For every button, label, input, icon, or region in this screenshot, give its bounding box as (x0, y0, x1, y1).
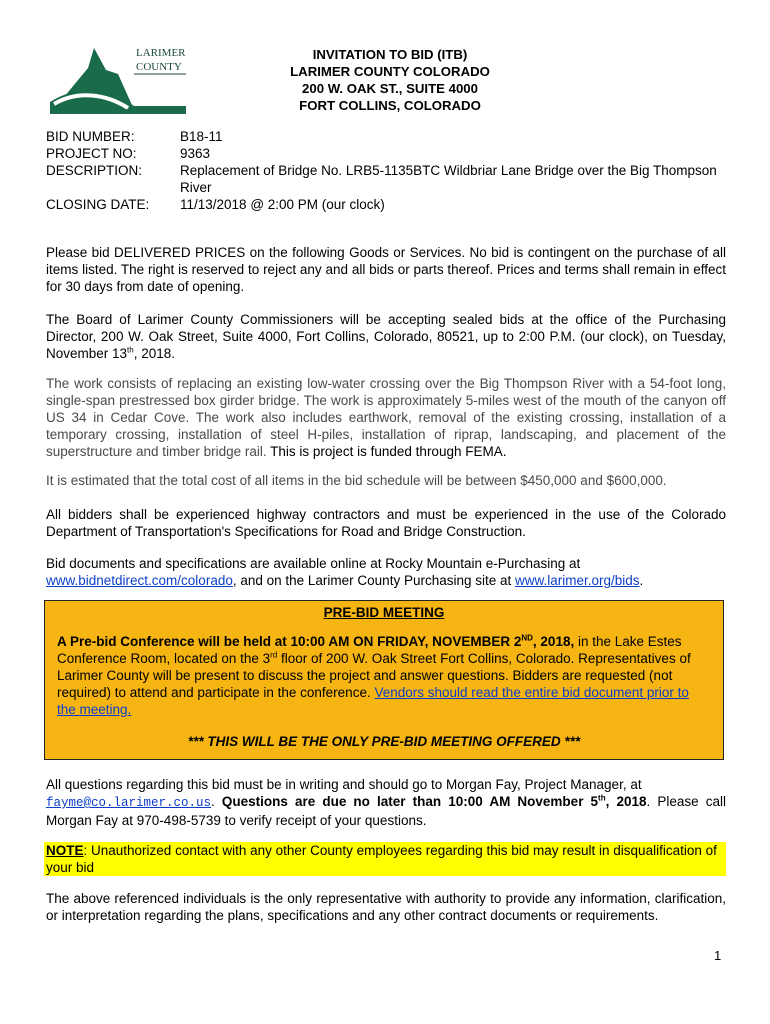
pre-bid-sup-rd: rd (270, 650, 278, 660)
questions-sup: th (598, 793, 606, 803)
pre-bid-body (57, 633, 711, 718)
bid-number-row (46, 128, 736, 145)
sealed-bids-end: , 2018. (133, 346, 176, 361)
header-city: FORT COLLINS, COLORADO (299, 98, 481, 113)
pre-bid-bold: A Pre-bid Conference will be held at 10:00 AM ON FRIDAY, NOVEMBER 2 (57, 634, 522, 649)
pre-bid-details: floor of 200 W. Oak Street Fort Collins, Colorado. Representatives of Larimer County will be present to discuss the project and answer questions. Bidders are requested (not required) to attend and participate in the conference. (57, 651, 691, 700)
pre-bid-title: PRE-BID MEETING (323, 605, 445, 620)
pre-bid-sup-nd: ND (521, 633, 533, 643)
questions-deadline-end: , 2018 (605, 794, 647, 809)
logo-text-county: COUNTY (136, 61, 182, 73)
sealed-bids-sup: th (127, 345, 134, 355)
delivered-prices-paragraph: Please bid DELIVERED PRICES on the following Goods or Services. No bid is contingent on the purchase of all items listed. The right is reserved to reject any and all bids or parts thereof. Prices and terms shall remain in effect for 30 days from date of opening. (46, 245, 726, 294)
pre-bid-vendor-note: Vendors should read the entire bid document prior to the meeting. (57, 685, 689, 717)
sealed-bids-paragraph (46, 311, 726, 362)
document-header (260, 46, 520, 114)
fema-funding-text: This is project is funded through FEMA. (266, 444, 507, 459)
bidnetdirect-link[interactable]: www.bidnetdirect.com/colorado (46, 573, 233, 588)
header-county: LARIMER COUNTY COLORADO (290, 64, 490, 79)
note-label: NOTE (46, 843, 84, 858)
bid-documents-text2: , and on the Larimer County Purchasing site at (232, 573, 515, 588)
pre-bid-bold-end: , 2018, (532, 634, 575, 649)
description-value: Replacement of Bridge No. LRB5-1135BTC Wildbriar Lane Bridge over the Big Thompson River (180, 163, 717, 195)
note-highlight (44, 842, 726, 876)
questions-verify: . Please call Morgan Fay at 970-498-5739 to verify receipt of your questions. (46, 794, 726, 828)
header-address: 200 W. OAK ST., SUITE 4000 (302, 81, 478, 96)
sealed-bids-text: The Board of Larimer County Commissioners will be accepting sealed bids at the office of the Purchasing Director, 200 W. Oak Street, Suite 4000, Fort Collins, Colorado, 80521, up to 2:00 P.M. (our clock), on Tuesday, November 13 (46, 312, 726, 361)
note-text: : Unauthorized contact with any other County employees regarding this bid may result in disqualification of your bid (46, 843, 717, 875)
larimer-bids-link[interactable]: www.larimer.org/bids (515, 573, 640, 588)
closing-date-value: 11/13/2018 @ 2:00 PM (our clock) (180, 197, 385, 212)
project-no-label: PROJECT NO: (46, 146, 137, 161)
pre-bid-meeting-box (44, 600, 724, 760)
page-number: 1 (714, 948, 722, 963)
authority-paragraph: The above referenced individuals is the only representative with authority to provide any information, clarification, or interpretation regarding the plans, specifications and any other contract documents or requirements. (46, 891, 726, 923)
email-link[interactable]: fayme@co.larimer.co.us (46, 796, 212, 810)
cost-estimate-paragraph: It is estimated that the total cost of all items in the bid schedule will be between $450,000 and $600,000. (46, 473, 667, 488)
questions-paragraph (46, 776, 726, 829)
questions-text: All questions regarding this bid must be in writing and should go to Morgan Fay, Project Manager, at (46, 777, 642, 792)
header-title: INVITATION TO BID (ITB) (312, 47, 468, 62)
only-meeting-notice: *** THIS WILL BE THE ONLY PRE-BID MEETING OFFERED *** (187, 734, 581, 749)
questions-deadline: Questions are due no later than 10:00 AM November 5 (221, 794, 599, 809)
scope-of-work-paragraph (46, 375, 726, 460)
closing-date-label: CLOSING DATE: (46, 197, 150, 212)
description-label: DESCRIPTION: (46, 163, 143, 178)
bid-info (46, 128, 736, 213)
project-no-value: 9363 (180, 146, 211, 161)
bid-number-label: BID NUMBER: (46, 129, 135, 144)
bid-documents-end: . (639, 573, 644, 588)
bid-number-value: B18-11 (180, 129, 223, 144)
scope-of-work-text: The work consists of replacing an existing low-water crossing over the Big Thompson River with a 54-foot long, single-span prestressed box girder bridge. The work is approximately 5-miles west of the mouth of the canyon off US 34 in Cedar Cove. The work also includes earthwork, removal of the existing crossing, installation of a temporary crossing, installation of steel H-piles, installation of riprap, landscaping, and placement of the superstructure and timber bridge rail. (46, 376, 726, 459)
larimer-county-logo (48, 44, 188, 116)
project-no-row (46, 145, 736, 162)
pre-bid-location: in the Lake Estes Conference Room, located on the 3 (57, 634, 682, 666)
description-row (46, 162, 736, 196)
closing-date-row (46, 196, 736, 213)
bidder-experience-paragraph: All bidders shall be experienced highway contractors and must be experienced in the use of the Colorado Department of Transportation's Specifications for Road and Bridge Construction. (46, 507, 726, 539)
questions-text2: . (211, 794, 222, 809)
logo-text-larimer: LARIMER (136, 47, 186, 59)
bid-documents-text: Bid documents and specifications are available online at Rocky Mountain e-Purchasing at (46, 556, 581, 571)
bid-documents-paragraph (46, 555, 726, 589)
